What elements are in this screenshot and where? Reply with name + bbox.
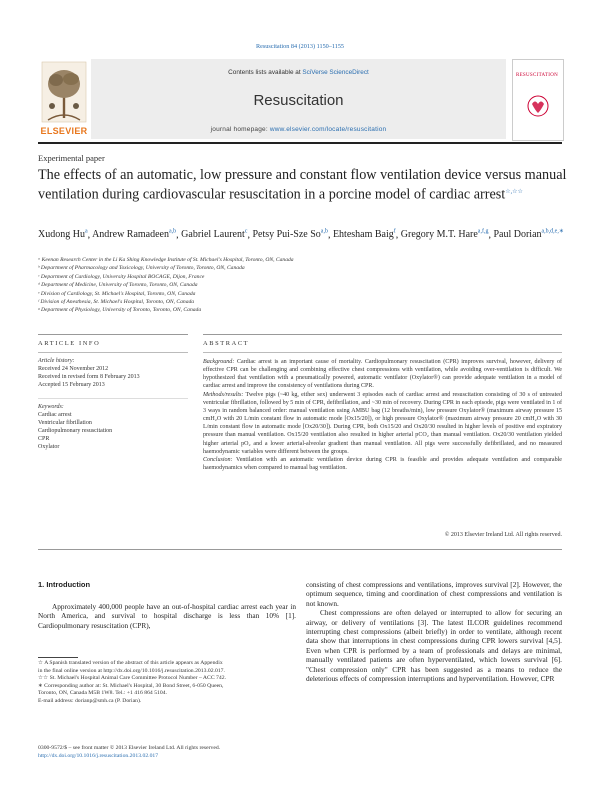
homepage-prefix: journal homepage: — [210, 126, 270, 133]
author-list: Xudong Hu$^a$, Andrew Ramadeen$^{a,b}$, Gabriel Laurent$^c$, Petsy Pui-Sze So$^{a,b}$, Ehtesham Baig$^f$, Gregory M.T. Hare$^{a,f,g}$, Paul Dorian$^{a,b,d,e,∗}$ — [38, 229, 564, 241]
issn-line: 0300-9572/$ – see front matter © 2013 Elsevier Ireland Ltd. All rights reserved. — [38, 745, 221, 751]
contents-prefix: Contents lists available at — [228, 69, 303, 76]
body-column-right — [306, 580, 562, 683]
background-label: Background: — [203, 359, 235, 365]
title-footnote-marks[interactable]: ☆,☆☆ — [505, 189, 523, 195]
footnote-rule — [38, 657, 78, 658]
author-affiliation-marks[interactable]: a,b,d,e,∗ — [541, 229, 564, 235]
elsevier-tree-logo — [38, 60, 90, 136]
divider — [38, 334, 188, 335]
publisher-name: ELSEVIER — [40, 126, 88, 136]
paragraph: Approximately 400,000 people have an out-of-hospital cardiac arrest each year in North America, and survival to hospital discharge is less than 10% [1]. Cardiopulmonary resuscitation (CPR), — [38, 602, 296, 630]
author — [38, 229, 88, 240]
homepage-link[interactable]: www.elsevier.com/locate/resuscitation — [269, 126, 387, 133]
affiliations — [38, 256, 568, 315]
issn-block — [38, 745, 298, 760]
affiliation: ᵃ Keenan Research Center in the Li Ka Shing Knowledge Institute of St. Michael's Hospital, Toronto, ON, Canada — [38, 257, 294, 263]
methods-text: Twelve pigs (~40 kg, either sex) underwent 3 episodes each of cardiac arrest and resuscitation consisting of 30 s of untreated ventricular fibrillation, followed by 5 min of CPR, defibrillation, and ~30 min of recovery. During CPR in each episode, pigs were ventilated in 1 of 3 ways in random balanced order: manual ventilation using AMBU bag (12 breaths/min), low pressure Oxylator® (maximum airway pressure 15 cmH₂O with 20 L/min constant flow in automatic mode [Ox15/20]), or high pressure Oxylator® (maximum airway pressure 20 cmH₂O with 30 L/min constant flow in automatic mode [Ox20/30]). During CPR, both Ox15/20 and Ox20/30 resulted in higher levels of positive end expiratory pressure than manual ventilation. Ox15/20 ventilation also resulted in higher arterial pCO₂ than manual ventilation. Ox20/30 ventilation yielded higher arterial pO₂ and a lower arterial-alveolar gradient than manual ventilation. All pigs were successfully defibrillated, and no measured haemodynamic variables were different between the groups. — [203, 391, 562, 455]
homepage-line — [91, 126, 506, 133]
article-title — [38, 167, 568, 204]
conclusion-label: Conclusion: — [203, 456, 233, 463]
history-item: Received in revised form 8 February 2013 — [38, 373, 140, 380]
abstract-heading: ABSTRACT — [203, 340, 250, 347]
keyword: Ventricular fibrillation — [38, 419, 92, 426]
affiliation: ᵇ Department of Pharmacology and Toxicology, University of Toronto, Toronto, ON, Canada — [38, 265, 245, 272]
contents-line — [91, 69, 506, 76]
author-name: Xudong Hu — [38, 229, 85, 241]
author — [401, 229, 489, 240]
abstract-background — [203, 358, 562, 391]
paragraph: Chest compressions are often delayed or interrupted to allow for securing an airway, or delivery of ventilations [3]. The latest ILCOR guidelines recommend interrupting chest compressions (albeit briefly) in order to ventilate, although recent data show that interruptions in chest compressions during CPR lowers survival [4,5]. Even when CPR is performed by a team of professionals and delays are minimal, manually ventilated patients are often hyperventilated, which lowers survival [6]. "Chest compression only" CPR has been suggested as a means to reduce the deleterious effects of compression interruptions and hyperventilation. However, CPR — [306, 608, 562, 684]
footnote-line: ☆ A Spanish translated version of the abstract of this article appears as Appendix — [38, 660, 223, 666]
footnote-line: in the final online version at http://dx.doi.org/10.1016/j.resuscitation.2013.02.017. — [38, 667, 225, 674]
keyword: Oxylator — [38, 443, 60, 450]
cover-title: RESUSCITATION — [515, 73, 559, 78]
author-name: Ehtesham Baig — [332, 229, 394, 241]
divider — [38, 352, 188, 353]
abstract-body — [203, 358, 562, 472]
keywords-label: Keywords: — [38, 404, 64, 410]
footnote-line: ☆☆ St. Michael's Hospital Animal Care Committee Protocol Number – ACC 742. — [38, 675, 226, 682]
body-column-left — [38, 602, 296, 630]
paragraph: consisting of chest compressions and ventilations, improves survival [2]. However, the optimum sequence, timing and coordination of chest compressions and ventilation is not known. — [306, 580, 562, 608]
author — [181, 229, 247, 240]
history-item: Received 24 November 2012 — [38, 365, 109, 372]
header-rule — [38, 142, 562, 144]
author-name: Gabriel Laurent — [181, 229, 245, 241]
author-affiliation-marks[interactable]: a — [84, 229, 88, 235]
author — [252, 229, 328, 240]
author-affiliation-marks[interactable]: a,b — [169, 229, 177, 235]
divider — [203, 352, 562, 353]
citation-link[interactable]: Resuscitation 84 (2013) 1150–1155 — [255, 43, 345, 50]
abstract-methods — [203, 391, 562, 456]
keyword: Cardiac arrest — [38, 411, 72, 418]
article-info-heading: ARTICLE INFO — [38, 340, 101, 347]
footnote-line: ∗ Corresponding author at: St. Michael's Hospital, 30 Bond Street, 6-050 Queen, — [38, 682, 224, 689]
footnote-line: Toronto, ON, Canada M5B 1W8. Tel.: +1 416 864 5104. — [38, 690, 167, 697]
article-history — [38, 358, 193, 390]
affiliation: ᵍ Department of Physiology, University of Toronto, Toronto, ON, Canada — [38, 307, 202, 314]
journal-title: Resuscitation — [253, 92, 344, 109]
article-title-text: The effects of an automatic, low pressure and constant flow ventilation device versus manual ventilation during cardiovascular resuscitation in a porcine model of cardiac arrest — [38, 167, 567, 203]
conclusion-text: Ventilation with an automatic ventilation device during CPR is feasible and provides adequate ventilation and comparable haemodynamics when compared to manual bag ventilation. — [203, 456, 562, 472]
divider — [38, 549, 562, 550]
methods-label: Methods/results: — [203, 391, 244, 398]
author-affiliation-marks[interactable]: a,f,g — [477, 229, 489, 235]
affiliation: ᶜ Department of Cardiology, University Hospital BOCAGE, Dijon, France — [38, 273, 205, 280]
divider — [203, 334, 562, 335]
author-affiliation-marks[interactable]: c — [244, 229, 248, 235]
keyword: Cardiopulmonary resuscitation — [38, 427, 113, 434]
keywords — [38, 404, 193, 451]
author-name: Petsy Pui-Sze So — [252, 229, 321, 241]
affiliation: ᵉ Division of Cardiology, St. Michael's Hospital, Toronto, ON, Canada — [38, 290, 196, 297]
background-text: Cardiac arrest is an important cause of mortality. Cardiopulmonary resuscitation (CPR) improves survival, however, delivery of effective CPR can be challenging and combining effective chest compressions with ventilation, while avoiding over-ventilation is difficult. We hypothesized that ventilation with a pneumatically powered, automatic ventilator (Oxylator®) can provide adequate ventilation in a model of cardiac arrest and improve the consistency of ventilations during CPR. — [203, 359, 562, 390]
history-item: Accepted 15 February 2013 — [38, 381, 105, 388]
author-name: Paul Dorian — [493, 229, 542, 241]
cover-heart-icon — [513, 60, 563, 140]
author-name: Gregory M.T. Hare — [400, 229, 478, 241]
abstract-conclusion — [203, 456, 562, 472]
affiliation: ᶠ Division of Anesthesia, St. Michael's Hospital, Toronto, ON, Canada — [38, 299, 195, 306]
author — [493, 229, 563, 240]
sciencedirect-link[interactable]: SciVerse ScienceDirect — [302, 69, 369, 76]
journal-cover-thumbnail[interactable] — [512, 59, 564, 141]
author — [333, 229, 396, 240]
footnotes — [38, 660, 298, 706]
section-heading: 1. Introduction — [38, 580, 91, 589]
footnote-line: E-mail address: dorianp@smh.ca (P. Dorian). — [38, 697, 142, 704]
divider — [38, 398, 188, 399]
author-name: Andrew Ramadeen — [92, 229, 169, 241]
author-affiliation-marks[interactable]: a,b — [320, 229, 328, 235]
affiliation: ᵈ Department of Medicine, University of Toronto, Toronto, ON, Canada — [38, 282, 198, 289]
doi-link[interactable]: http://dx.doi.org/10.1016/j.resuscitation.2013.02.017 — [38, 752, 159, 759]
history-label: Article history: — [38, 358, 75, 364]
copyright: © 2013 Elsevier Ireland Ltd. All rights reserved. — [444, 532, 562, 538]
keyword: CPR — [38, 435, 50, 442]
article-type: Experimental paper — [38, 153, 105, 163]
author-affiliation-marks[interactable]: f — [393, 229, 396, 235]
author — [92, 229, 176, 240]
